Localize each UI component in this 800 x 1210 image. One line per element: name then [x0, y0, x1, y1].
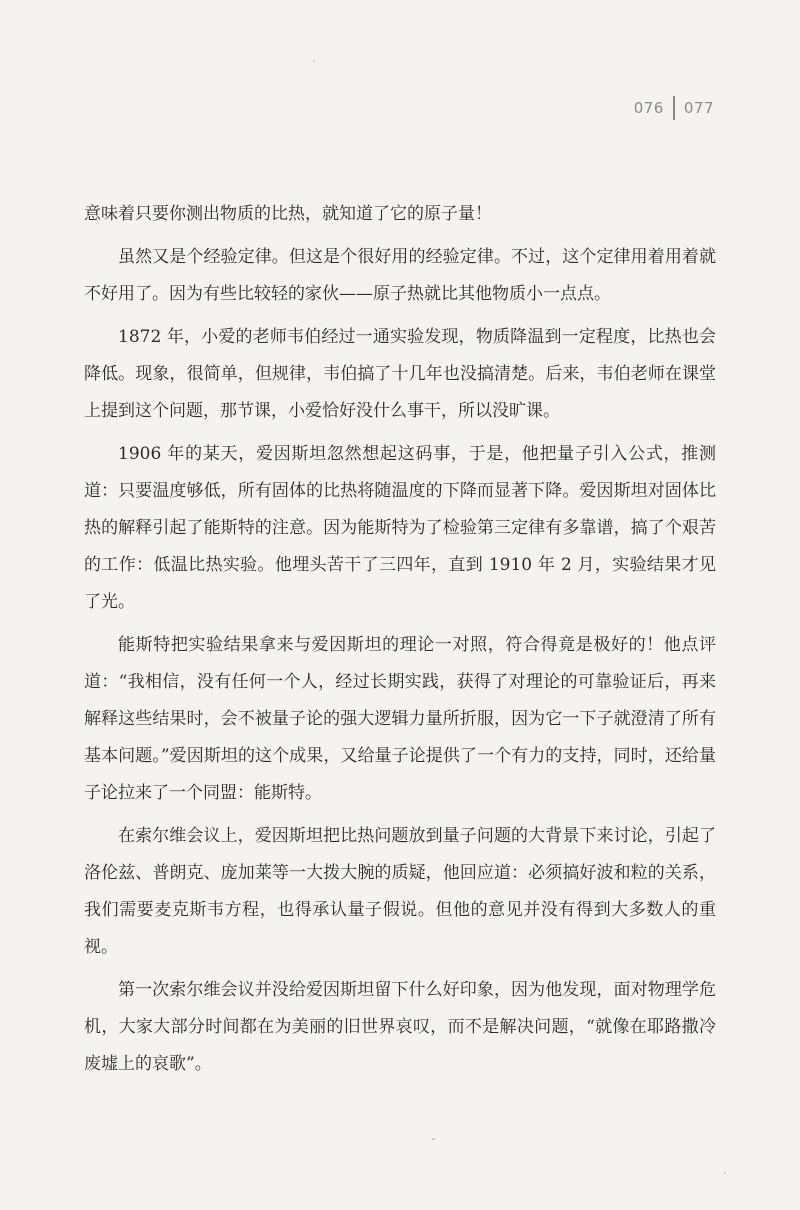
- paragraph: 能斯特把实验结果拿来与爱因斯坦的理论一对照，符合得竟是极好的！他点评道：“我相信，没有任何一个人，经过长期实践，获得了对理论的可靠验证后，再来解释这些结果时，会不被量子论的强大逻辑力量所折服，因为它一下子就澄清了所有基本问题。”爱因斯坦的这个成果，又给量子论提供了一个有力的支持，同时，还给量子论拉来了一个同盟：能斯特。: [84, 635, 716, 803]
- page-number-header: [634, 96, 714, 120]
- scan-speck: [313, 60, 315, 62]
- page-number-divider: [673, 96, 675, 120]
- left-page-number: 076: [633, 99, 664, 117]
- right-page-number: 077: [683, 99, 714, 117]
- paragraph: 意味着只要你测出物质的比热，就知道了它的原子量！: [84, 204, 492, 224]
- paragraph: 1872 年，小爱的老师韦伯经过一通实验发现，物质降温到一定程度，比热也会降低。现象，很简单，但规律，韦伯搞了十几年也没搞清楚。后来，韦伯老师在课堂上提到这个问题，那节课，小爱恰好没什么事干，所以没旷课。: [84, 327, 716, 421]
- paragraph: 虽然又是个经验定律。但这是个很好用的经验定律。不过，这个定律用着用着就不好用了。因为有些比较轻的家伙——原子热就比其他物质小一点点。: [84, 247, 716, 304]
- paragraph: 第一次索尔维会议并没给爱因斯坦留下什么好印象，因为他发现，面对物理学危机，大家大部分时间都在为美丽的旧世界哀叹，而不是解决问题，“就像在耶路撒冷废墟上的哀歌”。: [84, 980, 716, 1074]
- scan-speck: [724, 1172, 726, 1174]
- paragraph: 1906 年的某天，爱因斯坦忽然想起这码事，于是，他把量子引入公式，推测道：只要温度够低，所有固体的比热将随温度的下降而显著下降。爱因斯坦对固体比热的解释引起了能斯特的注意。因为能斯特为了检验第三定律有多靠谱，搞了个艰苦的工作：低温比热实验。他埋头苦干了三四年，直到 1910 年 2 月，实验结果才见了光。: [84, 444, 716, 612]
- body-text: [84, 196, 716, 1089]
- scan-speck: [432, 1138, 435, 1140]
- paragraph: 在索尔维会议上，爱因斯坦把比热问题放到量子问题的大背景下来讨论，引起了洛伦兹、普朗克、庞加莱等一大拨大腕的质疑，他回应道：必须搞好波和粒的关系，我们需要麦克斯韦方程，也得承认量子假说。但他的意见并没有得到大多数人的重视。: [84, 826, 716, 957]
